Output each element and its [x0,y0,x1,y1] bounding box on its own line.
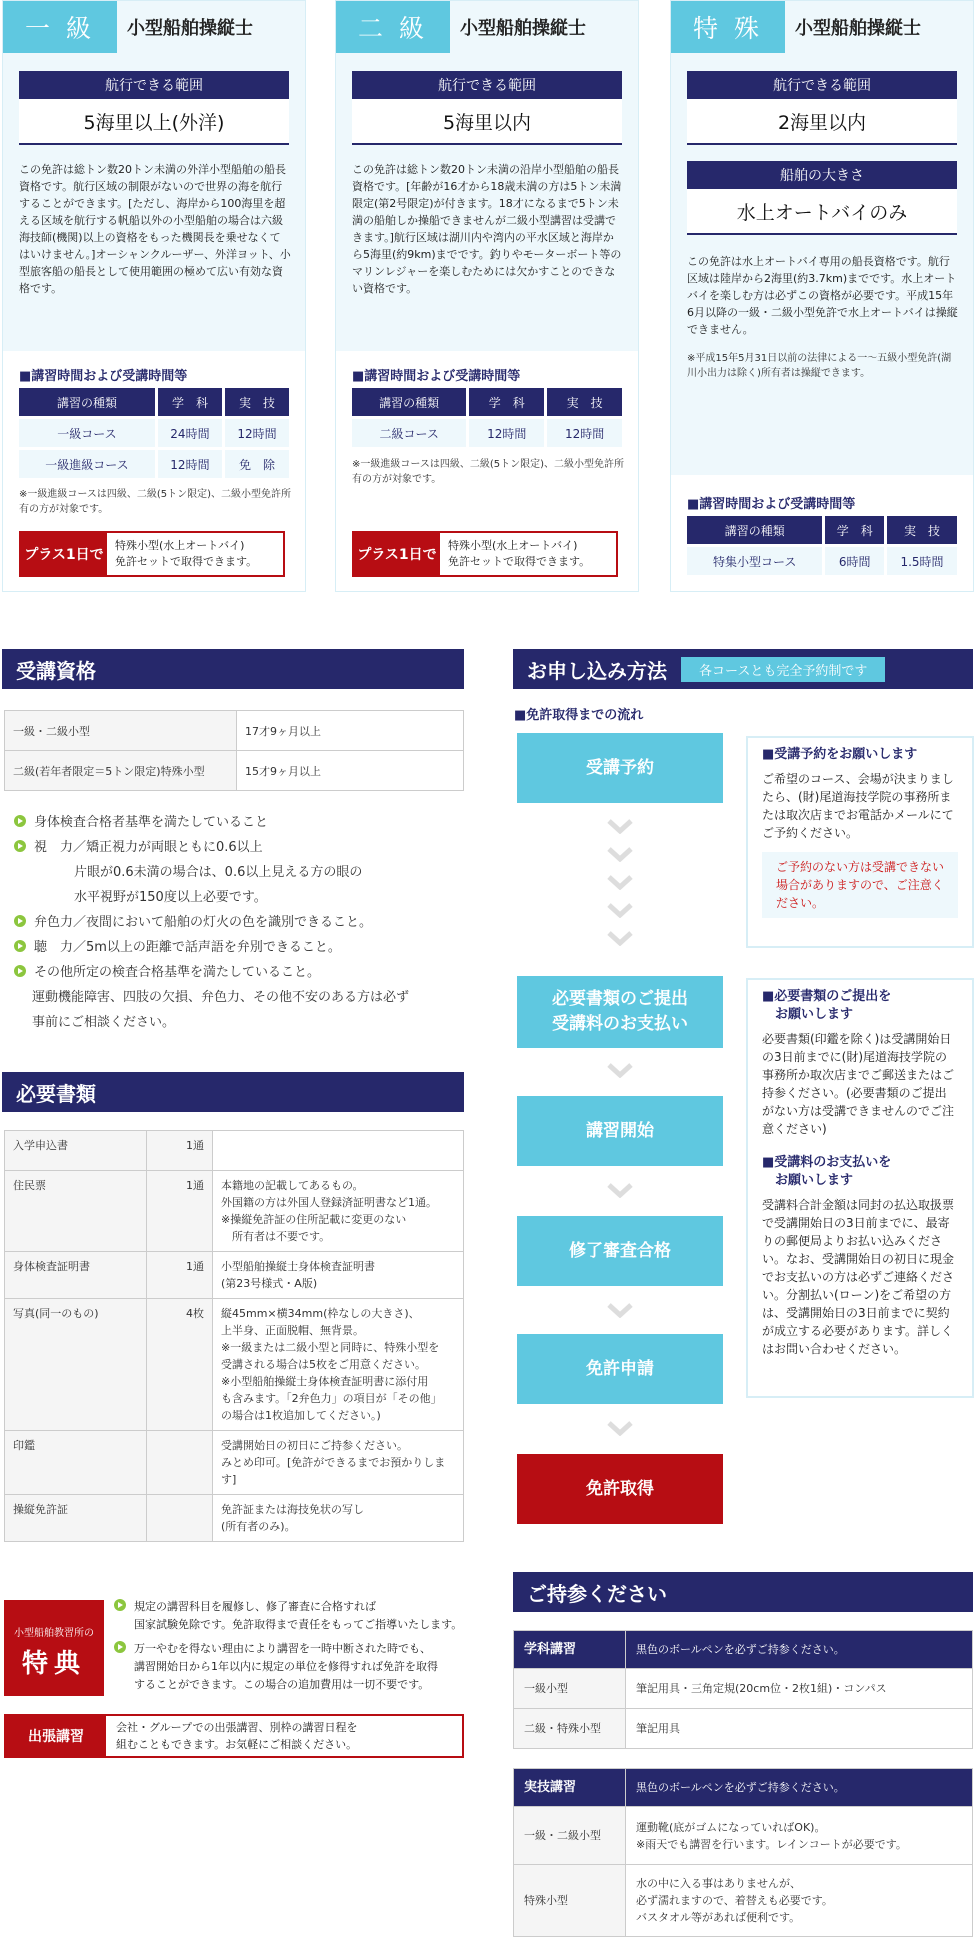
apply-title: お申し込み方法 [527,658,667,683]
chevron-down-icon [606,902,634,918]
line: 水の中に入る事はありませんが、 [636,1877,801,1890]
doc-name: 入学申込書 [5,1131,147,1171]
cell: 黒色のボールペンを必ずご持参ください。 [626,1631,973,1669]
hours-table [16,385,292,481]
grade-badge: 二 級 [336,1,450,53]
cell: 筆記用具・三角定規(20cm位・2枚1組)・コンパス [626,1669,973,1709]
plus-text: 特殊小型(水上オートバイ) [115,539,245,552]
grade-badge: 一 級 [3,1,117,53]
line: 所有者は不要です。 [221,1230,331,1243]
line: 小型船舶操縦士身体検査証明書 [221,1260,375,1273]
cell [626,1865,973,1937]
doc-detail [213,1299,464,1431]
table-row [5,751,464,791]
tokuten-list [114,1598,474,1694]
doc-name: 住民票 [5,1171,147,1252]
arrow-icon [14,815,26,827]
text: その他所定の検査合格基準を満たしていること。 [34,965,321,980]
range-label: 航行できる範囲 [19,71,289,99]
line: 運動靴(底がゴムになっていればOK)。 [636,1820,826,1834]
tokuten-badge [4,1600,104,1696]
cell: 12時間 [225,419,289,447]
info-reservation [746,736,974,948]
bring-header: ご持参ください [513,1572,973,1612]
line: 免許証または海技免状の写し [221,1503,364,1516]
table-row [514,1669,973,1709]
card-description: この免許は水上オートバイ専用の船長資格です。航行区域は陸岸から2海里(約3.7km)までです。水上オートバイを楽しむ方は必ずこの資格が必要です。平成15年6月以降の一級・二級小型免許で水上オートバイは操縦できません。 [687,255,958,336]
bring-practical-table [513,1768,973,1937]
info-text: 受講料合計金額は同封の払込取扱票で受講開始日の3日前までに、最寄りの郵便局よりお払い込みください。なお、受講開始日の初日に現金でお支払いの方は必ずご連絡ください。分割払い(ローン)をご希望の方は、受講開始日の3日前までに契約が成立する必要があります。詳しくはお問い合わせください。 [762,1198,955,1356]
plus-label: プラス1日で [354,533,440,575]
bring-academic-table [513,1630,973,1749]
table-row [5,1299,464,1431]
cell [626,1807,973,1865]
line: ※雨天でも講習を行います。レインコートが必要です。 [636,1837,907,1851]
doc-qty [147,1495,213,1542]
table-row [5,1495,464,1542]
flow-title: ■免許取得までの流れ [514,708,644,723]
card-title: 小型船舶操縦士 [127,18,253,39]
dispatch-text: 組むこともできます。お気軽にご相談ください。 [116,1738,358,1751]
course-note: ※一級進級コースは四級、二級(5トン限定)、二級小型免許所有の方が対象です。 [352,459,625,485]
hours-title: ■講習時間および受講時間等 [19,369,188,384]
cell: 一級小型 [514,1669,626,1709]
cell: 一級コース [19,419,155,447]
text: 万一やむを得ない理由により講習を一時中断された時でも、 [134,1642,431,1655]
step-license: 免許取得 [517,1454,723,1524]
arrow-icon [14,940,26,952]
cell: 特殊小型 [514,1865,626,1937]
th: 実 技 [547,388,622,416]
size-label: 船舶の大きさ [687,161,957,189]
cell: 筆記用具 [626,1709,973,1749]
docs-header: 必要書類 [2,1072,464,1112]
arrow-icon [114,1599,126,1611]
course-note: ※一級進級コースは四級、二級(5トン限定)、二級小型免許所有の方が対象です。 [19,489,292,515]
line: バスタオル等があれば便利です。 [636,1911,801,1924]
chevron-down-icon [606,874,634,890]
range-value: 2海里以内 [687,99,957,145]
cell: 特集小型コース [687,547,822,575]
cell: 12時間 [547,419,622,447]
doc-detail [213,1171,464,1252]
list-item [14,835,454,860]
table-row [5,711,464,751]
cell: 24時間 [158,419,222,447]
text: 身体検査合格者基準を満たしていること [34,815,269,830]
doc-qty: 1通 [147,1171,213,1252]
card-description: この免許は総トン数20トン未満の外洋小型船舶の船長資格です。航行区域の制限がないので世界の海を航行することができます。[ただし、海岸から100海里を超える区域を航行する帆船以外の小型船舶の場合は六級海技師(機関)以上の資格をもった機関長を乗せなくてはいけません。]オーシャンクルーザー、外洋ヨット、小型旅客船の船長として使用範囲の極めて広い有効な資格です。 [19,163,291,295]
range-label: 航行できる範囲 [352,71,622,99]
tokuten-big: 特典 [21,1649,86,1679]
chevron-down-icon [606,1062,634,1078]
text: することができます。この場合の追加費用は一切不要です。 [134,1678,430,1691]
chevron-down-icon [606,1302,634,1318]
info-documents [746,978,974,1398]
info-title: ■受講予約をお願いします [762,747,918,762]
dispatch-box [4,1714,464,1758]
plus-banner [352,531,618,577]
dispatch-text: 会社・グループでの出張講習、別枠の講習日程を [116,1721,358,1734]
list-detail: 水平視野が150度以上必要です。 [74,890,267,905]
table-row [19,450,289,478]
doc-detail [213,1431,464,1495]
table-row [19,419,289,447]
list-item [14,935,454,960]
doc-qty: 4枚 [147,1299,213,1431]
list-item [114,1640,474,1658]
table-row [5,1252,464,1299]
list-item [114,1598,474,1616]
cell: 17才9ヶ月以上 [237,711,464,751]
step-text: 必要書類のご提出 [552,989,688,1009]
arrow-icon [14,965,26,977]
doc-qty: 1通 [147,1131,213,1171]
cell: 12時間 [158,450,222,478]
step-pass: 修了審査合格 [517,1216,723,1286]
chevron-down-icon [606,818,634,834]
step-documents [517,976,723,1048]
text: 聴 力／5m以上の距離で話声語を弁別できること。 [34,940,341,955]
card-nikyu [335,0,639,592]
line: ※小型船舶操縦士身体検査証明書に添付用 [221,1375,429,1388]
th: 講習の種類 [19,388,155,416]
hours-title: ■講習時間および受講時間等 [352,369,521,384]
info-title [762,1154,958,1190]
docs-table [4,1130,464,1542]
t: ■必要書類のご提出を [762,989,892,1004]
reservation-badge: 各コースとも完全予約制です [681,657,885,682]
step-start: 講習開始 [517,1096,723,1166]
list-item [14,910,454,935]
card-title: 小型船舶操縦士 [795,18,921,39]
dispatch-label: 出張講習 [6,1716,106,1756]
tokuten-small: 小型船舶教習所の [14,1628,94,1639]
text: 国家試験免除です。免許取得まで責任をもってご指導いたします。 [134,1618,463,1631]
list-item [14,960,454,985]
table-row [514,1631,973,1669]
grade-badge: 特 殊 [671,1,785,53]
size-value: 水上オートバイのみ [687,189,957,235]
line: 縦45mm×横34mm(枠なしの大きさ)、 [221,1307,420,1320]
hours-title: ■講習時間および受講時間等 [687,497,856,512]
cell: 6時間 [825,547,884,575]
cell: 一級・二級小型 [514,1807,626,1865]
arrow-icon [14,840,26,852]
cell: 二級(若年者限定＝5トン限定)特殊小型 [5,751,237,791]
text: 視 力／矯正視力が両眼ともに0.6以上 [34,840,263,855]
th: 学 科 [825,516,884,544]
list-item [14,810,454,835]
doc-name: 写真(同一のもの) [5,1299,147,1431]
cell: 一級進級コース [19,450,155,478]
cell: 15才9ヶ月以上 [237,751,464,791]
qual-header: 受講資格 [2,649,464,689]
plus-text: 特殊小型(水上オートバイ) [448,539,578,552]
doc-detail [213,1131,464,1171]
line: 必ず濡れますので、着替えも必要です。 [636,1894,833,1907]
table-row [514,1807,973,1865]
doc-name: 操縦免許証 [5,1495,147,1542]
qual-bullets [14,810,454,1035]
t: ■受講料のお支払いを [762,1155,892,1170]
apply-header [513,649,973,689]
text: 規定の講習科目を履修し、修了審査に合格すれば [134,1600,376,1613]
th: 講習の種類 [687,516,822,544]
info-title [762,988,958,1024]
doc-detail [213,1495,464,1542]
info-text: 必要書類(印鑑を除く)は受講開始日の3日前までに(財)尾道海技学院の事務所か取次店までご郵送またはご持参ください。(必要書類のご提出がない方は受講できませんのでご注意ください) [762,1032,955,1136]
plus-label: プラス1日で [21,533,107,575]
doc-name: 身体検査証明書 [5,1252,147,1299]
line: 受講される場合は5枚をご用意ください。 [221,1358,426,1371]
arrow-icon [114,1641,126,1653]
range-label: 航行できる範囲 [687,71,957,99]
info-text: ご希望のコース、会場が決まりましたら、(財)尾道海技学院の事務所または取次店までお電話かメールにてご予約ください。 [762,772,954,840]
qual-table [4,710,464,791]
step-text: 受講料のお支払い [552,1014,688,1034]
cell: 免 除 [225,450,289,478]
cell: 実技講習 [514,1769,626,1807]
doc-detail [213,1252,464,1299]
chevron-down-icon [606,1420,634,1436]
line: ※一級または二級小型と同時に、特殊小型を [221,1341,440,1354]
card-ikkyu [2,0,306,592]
th: 学 科 [469,388,544,416]
hours-table [684,513,960,578]
table-row [352,419,622,447]
doc-qty: 1通 [147,1252,213,1299]
table-row [5,1431,464,1495]
step-apply: 免許申請 [517,1334,723,1404]
warning-note: ご予約のない方は受講できない場合がありますので、ご注意ください。 [762,852,958,918]
line: ※操縦免許証の住所記載に変更のない [221,1213,407,1226]
th: 講習の種類 [352,388,466,416]
cell: 黒色のボールペンを必ずご持参ください。 [626,1769,973,1807]
step-reservation: 受講予約 [517,733,723,803]
plus-text: 免許セットで取得できます。 [448,555,591,568]
cell: 12時間 [469,419,544,447]
cell: 1.5時間 [887,547,957,575]
line: みとめ印可。[免許ができるまでお預かりします] [221,1456,446,1486]
table-row [514,1865,973,1937]
card-tokushu [670,0,974,592]
arrow-icon [14,915,26,927]
chevron-down-icon [606,846,634,862]
table-row [514,1709,973,1749]
card-title: 小型船舶操縦士 [460,18,586,39]
plus-text: 免許セットで取得できます。 [115,555,258,568]
cell: 二級・特殊小型 [514,1709,626,1749]
th: 実 技 [887,516,957,544]
table-row [687,547,957,575]
plus-banner [19,531,285,577]
doc-name: 印鑑 [5,1431,147,1495]
line: の場合は1枚追加してください。) [221,1409,381,1422]
cell: 二級コース [352,419,466,447]
card-description: この免許は総トン数20トン未満の沿岸小型船舶の船長資格です。[年齢が16才から18歳未満の方は5トン未満限定(第2号限定)が付きます。18才になるまで5トン未満の船舶しか操船できませんが二級小型講習は受講できます。]航行区域は湖川内や湾内の平水区域と海岸から5海里(約9km)までです。釣りやモーターボート等のマリンレジャーを楽しむためには欠かすことのできない資格です。 [352,163,622,295]
table-row [514,1769,973,1807]
line: 外国籍の方は外国人登録済証明書など1通。 [221,1196,437,1209]
list-detail: 事前にご相談ください。 [32,1015,176,1030]
th: 学 科 [158,388,222,416]
range-value: 5海里以内 [352,99,622,145]
chevron-down-icon [606,1182,634,1198]
cell: 一級・二級小型 [5,711,237,751]
range-value: 5海里以上(外洋) [19,99,289,145]
line: 上半身、正面脱帽、無背景。 [221,1324,364,1337]
list-detail: 運動機能障害、四肢の欠損、弁色力、その他不安のある方は必ず [32,990,410,1005]
t: お願いします [762,1173,854,1188]
text: 講習開始日から1年以内に規定の単位を修得すれば免許を取得 [134,1660,438,1673]
hours-table [349,385,625,450]
table-row [5,1171,464,1252]
line: (所有者のみ)。 [221,1520,296,1533]
text: 弁色力／夜間において船舶の灯火の色を識別できること。 [34,915,373,930]
chevron-down-icon [606,930,634,946]
list-detail: 片眼が0.6未満の場合は、0.6以上見える方の眼の [74,865,363,880]
line: 本籍地の記載してあるもの。 [221,1179,364,1192]
doc-qty [147,1431,213,1495]
cell: 学科講習 [514,1631,626,1669]
line: (第23号様式・A版) [221,1277,318,1290]
t: お願いします [762,1007,854,1022]
line: も含みます。「2弁色力」の項目が「その他」 [221,1392,442,1405]
th: 実 技 [225,388,289,416]
line: 受講開始日の初日にご持参ください。 [221,1439,408,1452]
law-note: ※平成15年5月31日以前の法律による一～五級小型免許(湖川小出力は除く)所有者は操縦できます。 [687,353,952,379]
table-row [5,1131,464,1171]
